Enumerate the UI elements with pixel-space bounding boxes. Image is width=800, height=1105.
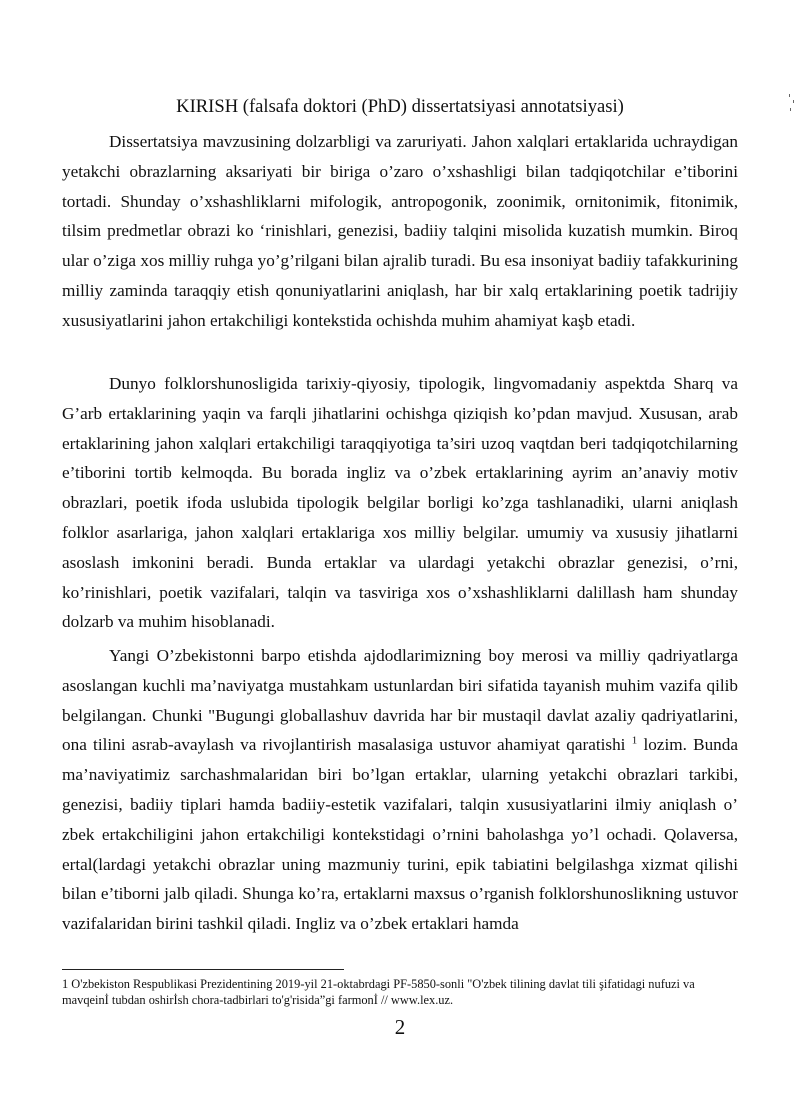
footnote-text: 1 O'zbekiston Respublikasi Prezidentining 2019-yil 21-oktabrdagi PF-5850-sonli "O'zbek tilining davlat tili şifatidagi nufuzi va mavqeinİ tubdan oshirİsh chora-tadbirlari to'g'risida”gi farmonİ // www.lex.uz.	[62, 977, 695, 1007]
paragraph-text-before-ref: Yangi O’zbekistonni barpo etishda ajdodlarimizning boy merosi va milliy qadriyatlarga asoslangan kuchli ma’naviyatga mustahkam ustunlardan biri sifatida tayanish muhim vazifa qilib belgilangan. Chunki "Bugungi globallashuv davrida har bir mustaqil davlat azaliy qadriyatlarini, ona tilini asrab-avaylash va rivojlantirish masalasiga ustuvor ahamiyat qaratishi	[62, 646, 738, 755]
page-number: 2	[394, 1015, 406, 1039]
footnote-reference[interactable]: 1	[631, 734, 638, 747]
scan-artifact-marks	[787, 94, 797, 124]
paragraph-text-after-ref: lozim. Bunda ma’naviyatimiz sarchashmalaridan biri bo’lgan ertaklar, ularning yetakchi obrazlari tarkibi, genezisi, badiiy tiplari hamda badiiy-estetik vazifalari, talqin xususiyatlarini ilmiy aniqlash o’ zbek ertakchiligini jahon ertakchiligi kontekstidagi o’rnini baholashga yo’l ochadi. Qolaversa, ertal(lardagi yetakchi obrazlar uning mazmuniy turini, epik tabiatini belgilashga xizmat qilishi bilan e’tiborni jalb qiladi. Shunga ko’ra, ertaklarni maxsus o’rganish folklorshunoslikning ustuvor vazifalaridan birini tashkil qiladi. Ingliz va o’zbek ertaklari hamda	[62, 735, 738, 934]
paragraph-relevance: Dissertatsiya mavzusining dolzarbligi va zaruriyati. Jahon xalqlari ertaklarida uchraydigan yetakchi obrazlarning aksariyati bir biriga o’zaro o’xshashligi bilan tadqiqotchilar e’tiborini tortadi. Shunday o’xshashliklarni mifologik, antropogonik, zoonimik, ornitonimik, fitonimik, tilsim predmetlar obrazi ko ‘rinishlari, genezisi, badiiy talqini misolida kuzatish mumkin. Biroq ular o’ziga xos milliy ruhga yo’g’rilgani bilan ajralib turadi. Bu esa insoniyat badiiy tafakkurining milliy zaminda taraqqiy etish qonuniyatlarini aniqlash, har bir xalq ertaklarining poetik tadrijiy xususiyatlarini jahon ertakchiligi kontekstida ochishda muhim ahamiyat kaşb etadi.	[62, 132, 738, 330]
page-title: KIRISH (falsafa doktori (PhD) dissertatsiyasi annotatsiyasi)	[176, 96, 624, 117]
paragraph-new-uzbekistan	[62, 641, 738, 939]
footnote-separator	[62, 969, 344, 970]
paragraph-world-folklore: Dunyo folklorshunosligida tarixiy-qiyosiy, tipologik, lingvomadaniy aspektda Sharq va G’arb ertaklarining yaqin va farqli jihatlarini ochishga qiziqish ko’pdan mavjud. Xususan, arab ertaklarining jahon xalqlari ertakchiligi taraqqiyotiga ta’siri uzoq vaqtdan beri tadqiqotchilarning e’tiborini tortib kelmoqda. Bu borada ingliz va o’zbek ertaklarining ayrim an’anaviy motiv obrazlari, poetik ifoda uslubida tipologik belgilar borligi ko’zga tashlanadiki, ularni aniqlash folklor asarlariga, jahon xalqlari ertaklariga xos milliy belgilar. umumiy va xususiy jihatlarni asoslash imkonini beradi. Bunda ertaklar va ulardagi yetakchi obrazlar genezisi, o’rni, ko’rinishlari, poetik vazifalari, talqin va tasviriga xos o’xshashliklarni dalillash ham shunday dolzarb va muhim hisoblanadi.	[62, 374, 738, 632]
